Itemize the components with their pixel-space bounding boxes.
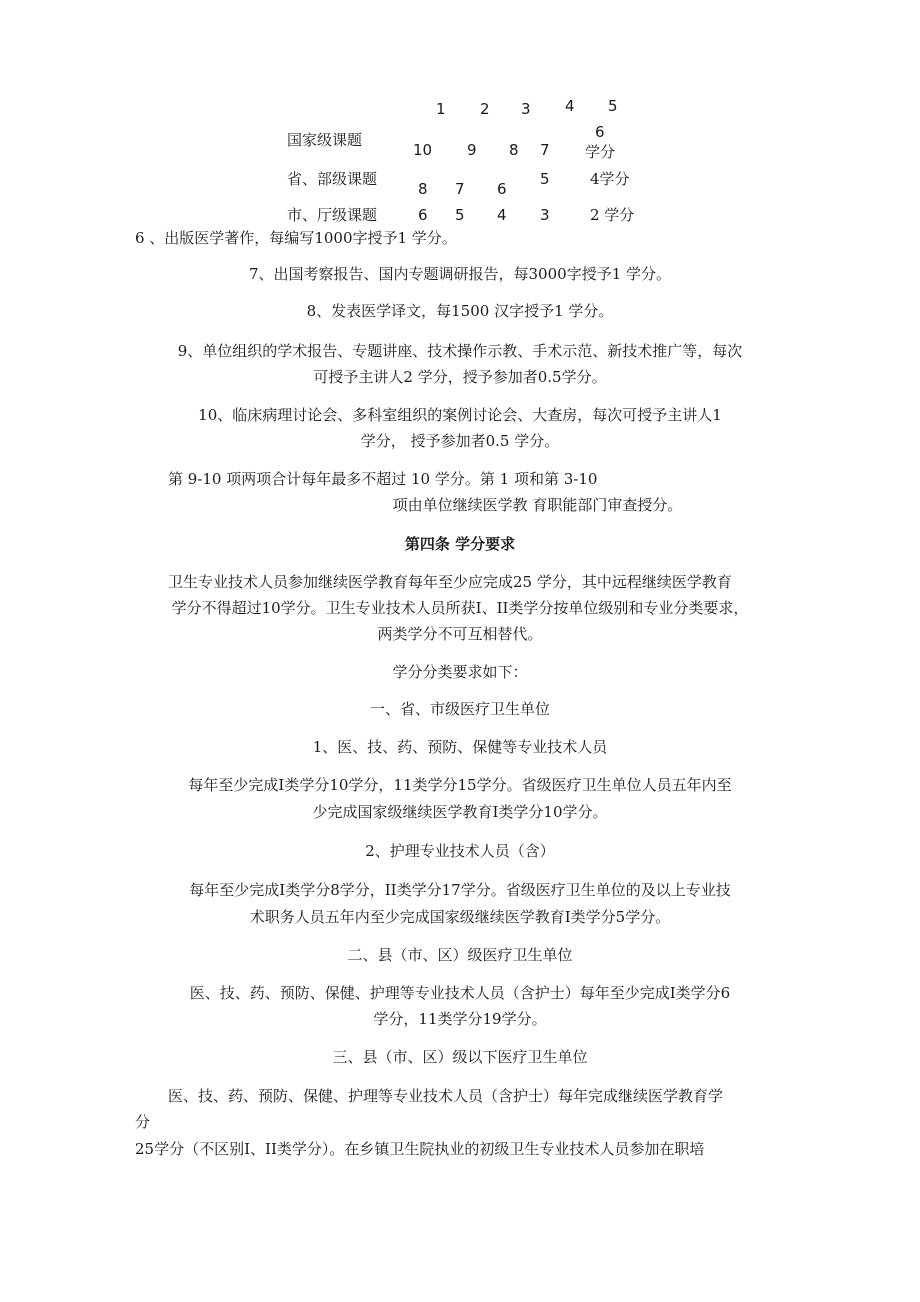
section-1-2-line-2: 术职务人员五年内至少完成国家级继续医学教育I类学分5学分。 <box>249 908 671 926</box>
article-4-para-2: 学分分类要求如下： <box>392 663 528 681</box>
cell-municipal-2: 5 <box>455 206 465 224</box>
section-1-1-line-2: 少完成国家级继续医学教育I类学分10学分。 <box>312 803 608 821</box>
section-1-heading: 一、省、市级医疗卫生单位 <box>369 700 550 718</box>
item-9-line-2: 可授予主讲人2 学分，授予参加者0.5学分。 <box>313 368 607 386</box>
article-4-para-1-line-3: 两类学分不可互相替代。 <box>377 625 543 643</box>
item-6: 6 、出版医学著作，每编写1000字授予1 学分。 <box>135 229 457 247</box>
cell-provincial-3: 6 <box>497 180 507 198</box>
section-1-2-line-1: 每年至少完成I类学分8学分，II类学分17学分。省级医疗卫生单位的及以上专业技 <box>189 881 731 899</box>
cell-municipal-5: 2 学分 <box>590 206 635 224</box>
article-4-heading: 第四条 学分要求 <box>404 535 516 553</box>
article-4-para-1-line-1: 卫生专业技术人员参加继续医学教育每年至少应完成25 学分，其中远程继续医学教育 <box>168 573 732 591</box>
note-line-1: 第 9-10 项两项合计每年最多不超过 10 学分。第 1 项和第 3-10 <box>168 470 598 488</box>
row-label-municipal: 市、厅级课题 <box>287 206 378 224</box>
section-1-1-line-1: 每年至少完成I类学分10学分，11类学分15学分。省级医疗卫生单位人员五年内至 <box>188 776 732 794</box>
cell-provincial-5: 4学分 <box>590 170 630 188</box>
cell-municipal-4: 3 <box>540 206 550 224</box>
section-2-heading: 二、县（市、区）级医疗卫生单位 <box>347 946 573 964</box>
cell-national-5: 学分 <box>585 143 616 161</box>
row-label-provincial: 省、部级课题 <box>287 170 378 188</box>
item-9-line-1: 9、单位组织的学术报告、专题讲座、技术操作示教、手术示范、新技术推广等，每次 <box>177 342 743 360</box>
table-header-5: 5 <box>608 97 618 115</box>
section-3-heading: 三、县（市、区）级以下医疗卫生单位 <box>332 1048 588 1066</box>
section-2-line-2: 学分，11类学分19学分。 <box>373 1010 547 1028</box>
cell-municipal-1: 6 <box>418 206 428 224</box>
cell-national-2: 9 <box>467 141 477 159</box>
item-8: 8、发表医学译文，每1500 汉字授予1 学分。 <box>306 302 614 320</box>
section-3-line-2: 分 <box>135 1113 151 1131</box>
item-10-line-2: 学分， 授予参加者0.5 学分。 <box>360 432 560 450</box>
cell-provincial-2: 7 <box>455 180 465 198</box>
table-header-6: 6 <box>595 123 605 141</box>
section-3-line-3: 25学分（不区别I、II类学分）。在乡镇卫生院执业的初级卫生专业技术人员参加在职培 <box>135 1140 705 1158</box>
section-1-2-heading: 2、护理专业技术人员（含） <box>365 842 555 860</box>
table-header-4: 4 <box>565 97 575 115</box>
section-1-1-heading: 1、医、技、药、预防、保健等专业技术人员 <box>312 738 608 756</box>
note-line-2: 项由单位继续医学教 育职能部门审查授分。 <box>392 496 683 514</box>
table-header-1: 1 <box>436 100 446 118</box>
item-10-line-1: 10、临床病理讨论会、多科室组织的案例讨论会、大查房，每次可授予主讲人1 <box>198 406 722 424</box>
section-2-line-1: 医、技、药、预防、保健、护理等专业技术人员（含护士）每年至少完成I类学分6 <box>189 984 731 1002</box>
cell-provincial-4: 5 <box>540 170 550 188</box>
cell-national-4: 7 <box>540 141 550 159</box>
cell-national-1: 10 <box>413 141 433 159</box>
cell-municipal-3: 4 <box>497 206 507 224</box>
table-header-3: 3 <box>521 100 531 118</box>
article-4-para-1-line-2: 学分不得超过10学分。卫生专业技术人员所获I、II类学分按单位级别和专业分类要求， <box>171 599 749 617</box>
item-7: 7、出国考察报告、国内专题调研报告，每3000字授予1 学分。 <box>248 265 672 283</box>
section-3-line-1: 医、技、药、预防、保健、护理等专业技术人员（含护士）每年完成继续医学教育学 <box>168 1087 724 1105</box>
table-header-2: 2 <box>480 100 490 118</box>
cell-provincial-1: 8 <box>418 180 428 198</box>
cell-national-3: 8 <box>509 141 519 159</box>
row-label-national: 国家级课题 <box>287 131 363 149</box>
